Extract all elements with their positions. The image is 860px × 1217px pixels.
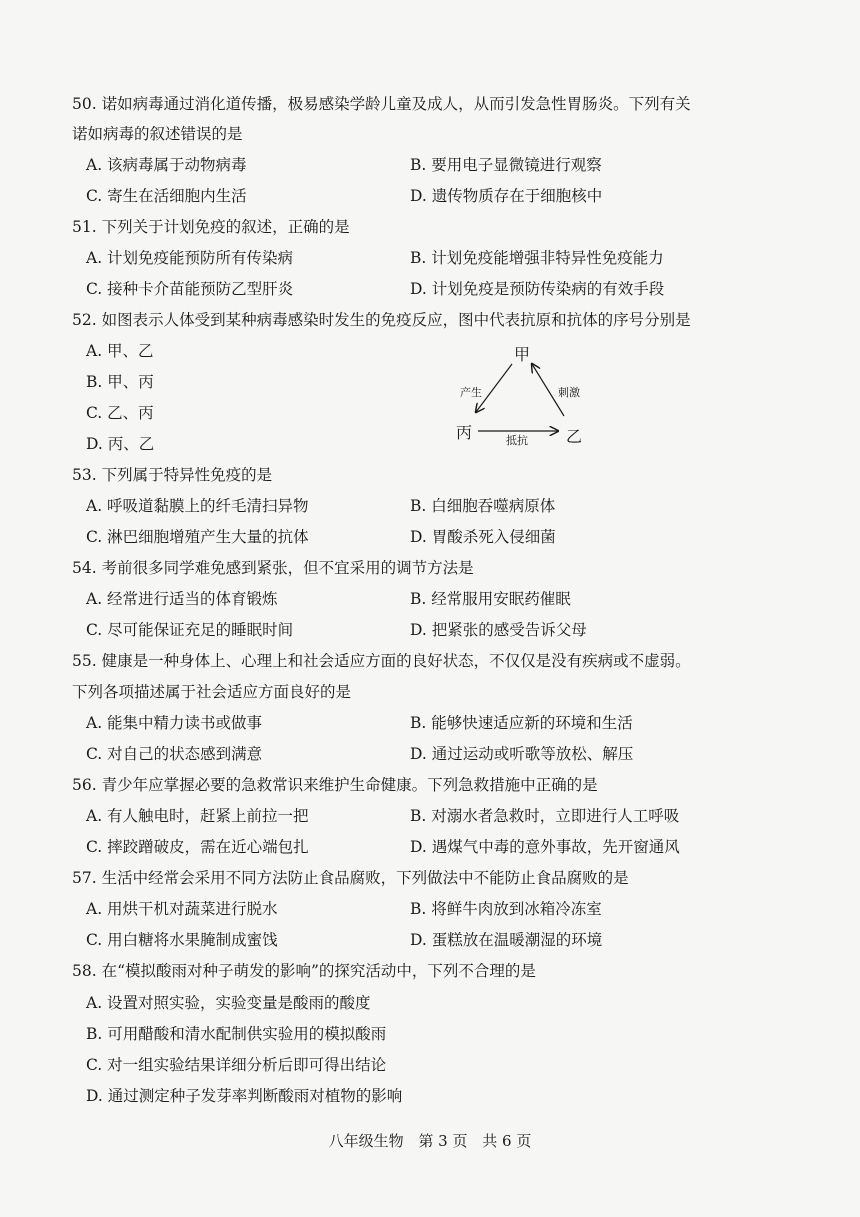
footer-total-pages: 共 6 页 [482,1132,532,1150]
q58-option-c: C. 对一组实验结果详细分析后即可得出结论 [86,1056,387,1074]
q51-option-a: A. 计划免疫能预防所有传染病 [86,249,294,267]
q55-option-d: D. 通过运动或听歌等放松、解压 [410,745,634,763]
q52-stem: 52. 如图表示人体受到某种病毒感染时发生的免疫反应，图中代表抗原和抗体的序号分别是 [72,311,691,329]
q55-option-c: C. 对自己的状态感到满意 [86,745,263,763]
q55-option-a: A. 能集中精力读书或做事 [86,714,263,732]
node-jia: 甲 [514,345,531,364]
q51-stem: 51. 下列关于计划免疫的叙述，正确的是 [72,218,350,236]
q52-option-b: B. 甲、丙 [86,373,154,391]
q57-option-c: C. 用白糖将水果腌制成蜜饯 [86,931,278,949]
q56-option-d: D. 遇煤气中毒的意外事故，先开窗通风 [410,838,680,856]
q50-option-b: B. 要用电子显微镜进行观察 [410,156,602,174]
node-yi: 乙 [566,427,583,446]
q57-option-d: D. 蛋糕放在温暖潮湿的环境 [410,931,603,949]
q50-option-a: A. 该病毒属于动物病毒 [86,156,247,174]
q50-option-c: C. 寄生在活细胞内生活 [86,187,247,205]
q51-option-b: B. 计划免疫能增强非特异性免疫能力 [410,249,664,267]
page-footer [0,1130,860,1151]
q58-option-d: D. 通过测定种子发芽率判断酸雨对植物的影响 [86,1087,403,1105]
q51-option-d: D. 计划免疫是预防传染病的有效手段 [410,280,665,298]
q53-stem: 53. 下列属于特异性免疫的是 [72,466,273,484]
q54-option-c: C. 尽可能保证充足的睡眠时间 [86,621,294,639]
q58-option-b: B. 可用醋酸和清水配制供实验用的模拟酸雨 [86,1025,387,1043]
q58-option-a: A. 设置对照实验，实验变量是酸雨的酸度 [86,994,371,1012]
q55-option-b: B. 能够快速适应新的环境和生活 [410,714,633,732]
label-produce: 产生 [460,386,482,399]
q54-option-a: A. 经常进行适当的体育锻炼 [86,590,278,608]
q52-option-a: A. 甲、乙 [86,342,154,360]
q54-option-b: B. 经常服用安眠药催眠 [410,590,571,608]
q50-stem-line2: 诺如病毒的叙述错误的是 [72,125,243,143]
node-bing: 丙 [456,423,473,442]
q57-option-a: A. 用烘干机对蔬菜进行脱水 [86,900,278,918]
q58-stem: 58. 在“模拟酸雨对种子萌发的影响”的探究活动中，下列不合理的是 [72,962,536,980]
label-resist: 抵抗 [506,434,528,447]
q50-option-d: D. 遗传物质存在于细胞核中 [410,187,603,205]
footer-page-number: 第 3 页 [418,1132,468,1150]
q54-stem: 54. 考前很多同学难免感到紧张，但不宜采用的调节方法是 [72,559,474,577]
q55-stem-line1: 55. 健康是一种身体上、心理上和社会适应方面的良好状态，不仅仅是没有疾病或不虚弱。 [72,652,691,670]
q56-option-b: B. 对溺水者急救时，立即进行人工呼吸 [410,807,680,825]
label-stimulate: 刺激 [558,386,580,399]
q54-option-d: D. 把紧张的感受告诉父母 [410,621,587,639]
footer-subject: 八年级生物 [328,1132,404,1150]
q56-stem: 56. 青少年应掌握必要的急救常识来维护生命健康。下列急救措施中正确的是 [72,776,598,794]
q55-stem-line2: 下列各项描述属于社会适应方面良好的是 [72,683,352,701]
q53-option-a: A. 呼吸道黏膜上的纤毛清扫异物 [86,497,309,515]
q53-option-b: B. 白细胞吞噬病原体 [410,497,556,515]
q53-option-c: C. 淋巴细胞增殖产生大量的抗体 [86,528,309,546]
q57-option-b: B. 将鲜牛肉放到冰箱冷冻室 [410,900,602,918]
q50-stem-line1: 50. 诺如病毒通过消化道传播，极易感染学龄儿童及成人，从而引发急性胃肠炎。下列有关 [72,95,691,113]
q56-option-c: C. 摔跤蹭破皮，需在近心端包扎 [86,838,309,856]
q53-option-d: D. 胃酸杀死入侵细菌 [410,528,556,546]
q56-option-a: A. 有人触电时，赶紧上前拉一把 [86,807,309,825]
q52-option-c: C. 乙、丙 [86,404,154,422]
q57-stem: 57. 生活中经常会采用不同方法防止食品腐败，下列做法中不能防止食品腐败的是 [72,869,629,887]
immune-response-diagram [440,340,600,450]
q52-option-d: D. 丙、乙 [86,435,155,453]
q51-option-c: C. 接种卡介苗能预防乙型肝炎 [86,280,294,298]
